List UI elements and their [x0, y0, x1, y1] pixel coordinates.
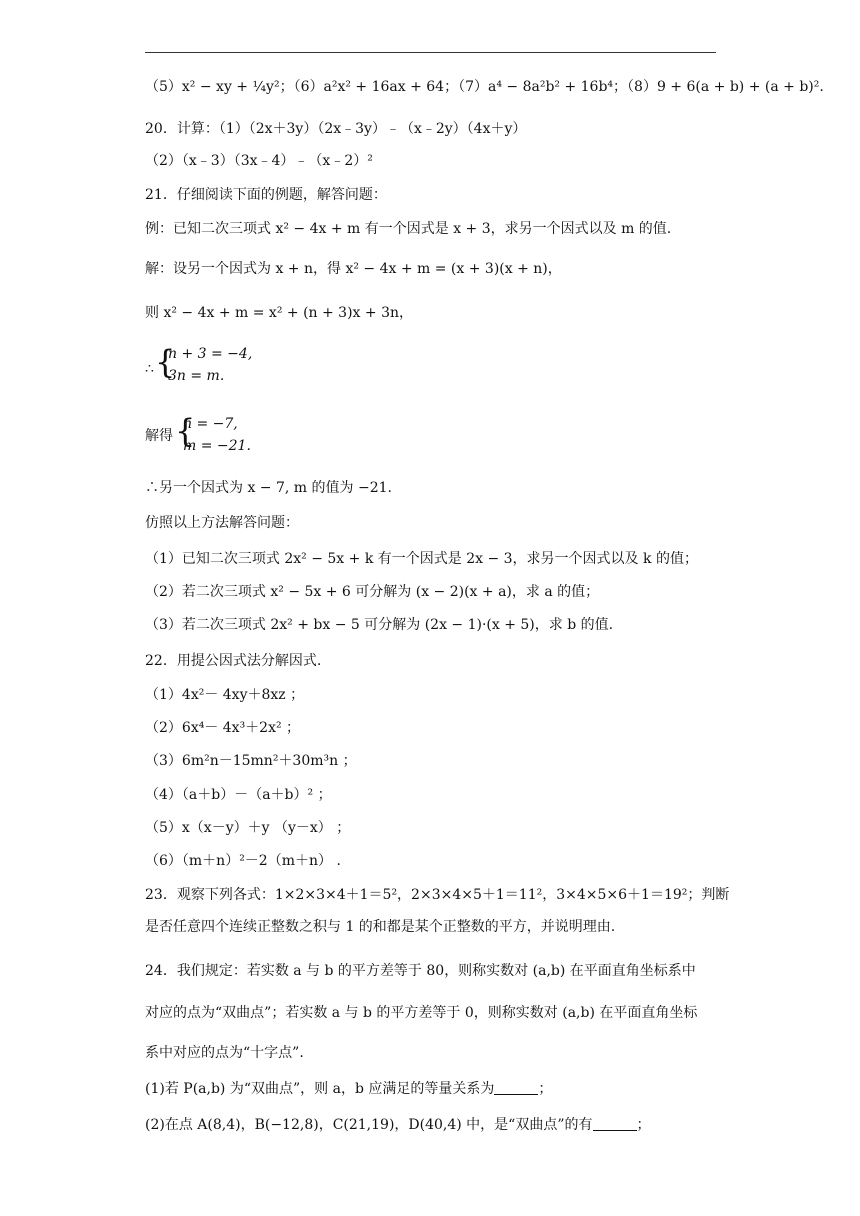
q20-part2: （2）（x﹣3）（3x﹣4）﹣（x﹣2）²: [145, 153, 373, 169]
q21-part3: （3）若二次三项式 2x² + bx − 5 可分解为 (2x − 1)·(x + 5)，求 b 的值.: [145, 617, 614, 633]
q24-line2: 对应的点为“双曲点”；若实数 a 与 b 的平方差等于 0，则称实数对 (a,b) 在平面直角坐标: [145, 1005, 698, 1021]
q19-tail-line: [145, 78, 824, 96]
solved-label: 解得: [145, 428, 173, 444]
q24-part1-end: ；: [538, 1081, 553, 1097]
q23-line1: 23．观察下列各式：1×2×3×4＋1＝5²，2×3×4×5＋1＝11²，3×4×5×6＋1＝19²；判断: [145, 887, 730, 903]
answer-blank-2[interactable]: [593, 1116, 637, 1131]
q19-tail-text: （5）x² − xy + ¼y²；（6）a²x² + 16ax + 64；（7）a⁴ − 8a²b² + 16b⁴；（8）9 + 6(a + b) + (a + b)².: [145, 79, 824, 95]
q24-line1: 24．我们规定：若实数 a 与 b 的平方差等于 80，则称实数对 (a,b) 在平面直角坐标系中: [145, 963, 696, 979]
q22-item-6: （6）（m＋n）²－2（m＋n） .: [145, 853, 341, 869]
q21-solution-line2: 则 x² − 4x + m = x² + (n + 3)x + 3n，: [145, 305, 413, 321]
q20-stem: 20．计算：（1）（2x＋3y）（2x﹣3y）﹣（x﹣2y）（4x＋y）: [145, 121, 527, 137]
q21-part1: （1）已知二次三项式 2x² − 5x + k 有一个因式是 2x − 3，求另一个因式以及 k 的值；: [145, 551, 698, 567]
header-rule: [145, 52, 716, 53]
q24-line3: 系中对应的点为“十字点”.: [145, 1045, 304, 1061]
q21-conclusion: ∴另一个因式为 x − 7, m 的值为 −21.: [145, 480, 392, 496]
q21-example: 例：已知二次三项式 x² − 4x + m 有一个因式是 x + 3，求另一个因式以及 m 的值.: [145, 221, 672, 237]
system2-eq2: m = −21.: [183, 438, 251, 454]
q22-item-4: （4）（a＋b）－（a＋b）² ；: [145, 787, 332, 803]
q21-stem: 21．仔细阅读下面的例题，解答问题：: [145, 187, 387, 203]
q22-item-3: （3）6m²n－15mn²＋30m³n ；: [145, 753, 357, 769]
q22-item-1: （1）4x²－ 4xy＋8xz ；: [145, 687, 305, 703]
q22-item-5: （5）x（x－y）＋y （y－x） ；: [145, 820, 351, 836]
q24-part1: [145, 1080, 552, 1098]
answer-blank-1[interactable]: [494, 1080, 538, 1095]
q22-stem: 22．用提公因式法分解因式.: [145, 653, 322, 669]
system2-eq1: n = −7,: [183, 416, 238, 432]
q23-line2: 是否任意四个连续正整数之积与 1 的和都是某个正整数的平方，并说明理由.: [145, 919, 616, 935]
therefore-symbol: ∴: [145, 361, 154, 377]
system-brace-2: {: [175, 412, 196, 450]
system-brace-1: {: [155, 343, 176, 381]
q24-part2-end: ；: [636, 1117, 651, 1133]
q21-solution-line1: 解：设另一个因式为 x + n，得 x² − 4x + m = (x + 3)(x + n)，: [145, 261, 562, 277]
q24-part1-text: (1)若 P(a,b) 为“双曲点”，则 a，b 应满足的等量关系为: [145, 1081, 495, 1097]
q22-item-2: （2）6x⁴－ 4x³＋2x² ；: [145, 720, 301, 736]
system1-eq2: 3n = m.: [168, 368, 225, 384]
q21-imitate: 仿照以上方法解答问题：: [145, 515, 299, 531]
q21-part2: （2）若二次三项式 x² − 5x + 6 可分解为 (x − 2)(x + a)，求 a 的值；: [145, 584, 600, 600]
system1-eq1: n + 3 = −4,: [168, 346, 253, 362]
q24-part2-text: (2)在点 A(8,4)，B(−12,8)，C(21,19)，D(40,4) 中，是“双曲点”的有: [145, 1117, 593, 1133]
q24-part2: [145, 1116, 651, 1134]
